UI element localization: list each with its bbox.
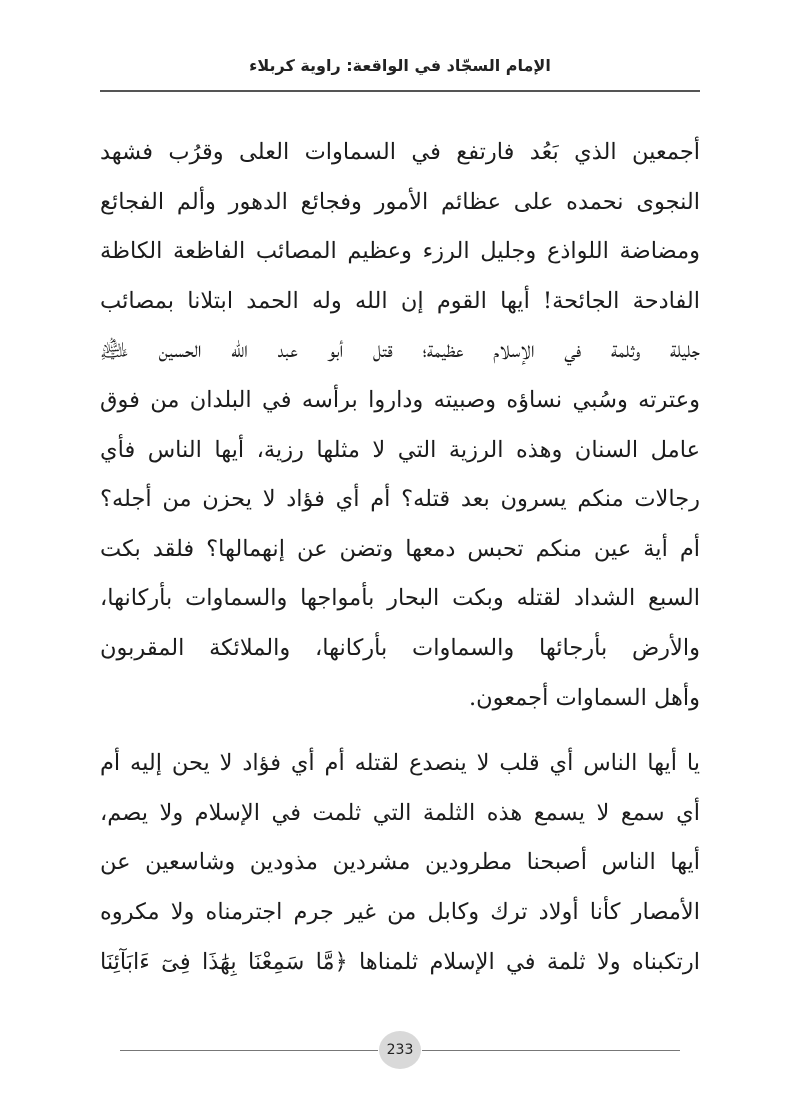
running-header: الإمام السجّاد في الواقعة: راوية كربلاء <box>249 56 551 75</box>
text-line: أيها الناس أصبحنا مطرودين مشردين مذودين وشاسعين عن <box>100 849 700 876</box>
page-number: 233 <box>379 1031 421 1069</box>
text-line: ومضاضة اللواذع وجليل الرزء وعظيم المصائب الفاظعة الكاظة <box>100 238 700 265</box>
page-body <box>100 128 700 987</box>
text-line: الأمصار كأنا أولاد ترك وكابل من غير جرم اجترمناه ولا مكروه <box>100 898 700 925</box>
footer-rule-right <box>422 1050 680 1051</box>
text-line: يا أيها الناس أي قلب لا ينصدع لقتله أم أي فؤاد لا يحن إليه أم <box>100 750 700 777</box>
text-line: رجالات منكم يسرون بعد قتله؟ أم أي فؤاد لا يحزن من أجله؟ <box>100 486 700 513</box>
text-line: وأهل السماوات أجمعون. <box>469 684 700 711</box>
text-line: النجوى نحمده على عظائم الأمور وفجائع الدهور وألم الفجائع <box>100 188 700 215</box>
text-line: أجمعين الذي بَعُد فارتفع في السماوات العلى وقرُب فشهد <box>100 139 700 165</box>
text-line: وعترته وسُبي نساؤه وصبيته وداروا برأسه في البلدان من فوق <box>100 386 700 413</box>
text-line: عامل السنان وهذه الرزية التي لا مثلها رزية، أيها الناس فأي <box>100 436 700 463</box>
text-line: السبع الشداد لقتله وبكت البحار بأمواجها والسماوات بأركانها، <box>100 585 700 612</box>
footer-rule-left <box>120 1050 378 1051</box>
text-line: ارتكبناه ولا ثلمة في الإسلام ثلمناها ﴿مَّا سَمِعْنَا بِهَٰذَا فِىٓ ءَابَآئِنَا <box>100 948 700 975</box>
paragraph-2 <box>100 739 700 987</box>
text-line: أم أية عين منكم تحبس دمعها وتضن عن إنهمالها؟ فلقد بكت <box>100 535 700 562</box>
paragraph-1 <box>100 128 700 723</box>
text-line: والأرض بأرجائها والسماوات بأركانها، والملائكة المقربون <box>100 634 700 661</box>
text-line: أي سمع لا يسمع هذه الثلمة التي ثلمت في الإسلام ولا يصم، <box>100 799 700 826</box>
text-line: جليلة وثلمة في الإسلام عظيمة؛ قتل أبو عبد الله الحسين ﵇ <box>100 337 700 364</box>
text-line: الفادحة الجائحة! أيها القوم إن الله وله الحمد ابتلانا بمصائب <box>100 287 700 314</box>
header-divider <box>100 90 700 92</box>
